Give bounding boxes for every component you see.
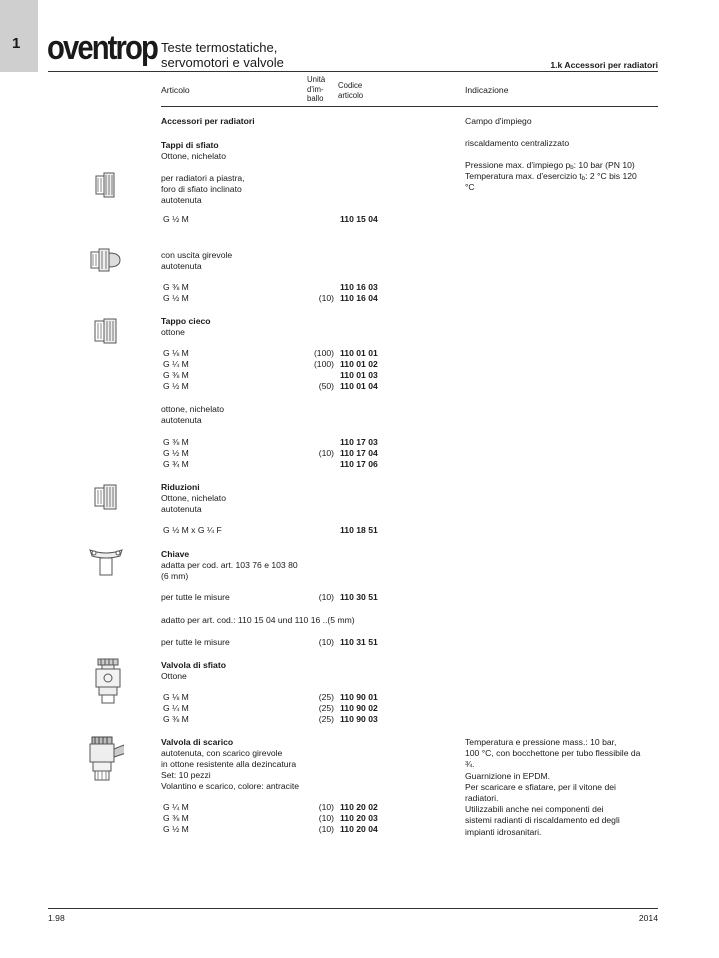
article-code: 110 17 04 (340, 448, 378, 458)
product-desc: adatto per art. cod.: 110 15 04 und 110 16 ..(5 mm) (161, 615, 355, 625)
packaging-unit: (10) (318, 293, 334, 303)
page-number: 1.98 (48, 913, 65, 923)
size: G ½ M (163, 293, 189, 303)
packaging-unit: (10) (318, 448, 334, 458)
product-desc: foro di sfiato inclinato (161, 184, 242, 194)
packaging-unit: (10) (318, 637, 334, 647)
packaging-unit: (100) (313, 359, 334, 369)
article-code: 110 20 04 (340, 824, 378, 834)
size: G ¼ M (163, 359, 189, 369)
tappo-cieco-icon (90, 316, 130, 346)
col-header-indicazione: Indicazione (465, 85, 509, 95)
size: G ⅜ M (163, 370, 189, 380)
product-variant: con uscita girevole (161, 250, 233, 260)
packaging-unit: (25) (318, 692, 334, 702)
packaging-unit: (10) (318, 802, 334, 812)
size: G ⅜ M (163, 813, 189, 823)
product-variant: autotenuta (161, 261, 202, 271)
article-code: 110 17 06 (340, 459, 378, 469)
product-material: ottone, nichelato (161, 404, 225, 414)
size: G ⅜ M (163, 282, 189, 292)
valvola-scarico-icon (84, 735, 124, 783)
ind-temperatura-unit: °C (465, 182, 475, 192)
product-name-tappo-cieco: Tappo cieco (161, 316, 211, 326)
size: G ½ M (163, 214, 189, 224)
packaging-unit: (10) (318, 824, 334, 834)
brand-logo: oventrop (47, 29, 157, 67)
packaging-unit: (50) (318, 381, 334, 391)
product-name-tappi: Tappi di sfiato (161, 140, 219, 150)
article-code: 110 30 51 (340, 592, 378, 602)
product-desc: Volantino e scarico, colore: antracite (161, 781, 300, 791)
size: G ⅜ M (163, 714, 189, 724)
chiave-icon (86, 546, 126, 578)
product-name-riduzioni: Riduzioni (161, 482, 200, 492)
article-code: 110 16 03 (340, 282, 378, 292)
size: G ½ M x G ¼ F (163, 525, 222, 535)
packaging-unit: (25) (318, 703, 334, 713)
size: G ⅛ M (163, 348, 189, 358)
article-code: 110 01 04 (340, 381, 378, 391)
header-rule (48, 71, 658, 72)
category-title: Accessori per radiatori (161, 116, 255, 126)
product-desc: Set: 10 pezzi (161, 770, 211, 780)
size: per tutte le misure (161, 592, 230, 602)
ind-temperatura: Temperatura max. d'esercizio $t_b$: 2 °C bis 120 (465, 171, 637, 182)
article-code: 110 90 02 (340, 703, 378, 713)
article-code: 110 90 01 (340, 692, 378, 702)
article-code: 110 15 04 (340, 214, 378, 224)
column-header-rule (161, 106, 658, 107)
product-name-chiave: Chiave (161, 549, 190, 559)
product-material: Ottone (161, 671, 187, 681)
packaging-unit: (100) (313, 348, 334, 358)
riduzione-icon (90, 482, 130, 512)
ind-campo: Campo d'impiego (465, 116, 532, 126)
size: G ⅜ M (163, 437, 189, 447)
product-material: ottone (161, 327, 185, 337)
size: G ¼ M (163, 802, 189, 812)
ind-pressione: Pressione max. d'impiego $p_b$: 10 bar (PN 10) (465, 160, 635, 171)
article-code: 110 18 51 (340, 525, 378, 535)
product-desc: in ottone resistente alla dezincatura (161, 759, 297, 769)
page-title: Teste termostatiche, servomotori e valvole (161, 40, 284, 70)
footer-rule (48, 908, 658, 909)
product-material: Ottone, nichelato (161, 493, 226, 503)
valvola-sfiato-icon (88, 657, 128, 707)
col-header-codice: Codice articolo (338, 81, 364, 100)
product-desc: autotenuta (161, 195, 202, 205)
size: G ½ M (163, 824, 189, 834)
product-name-valvola-scarico: Valvola di scarico (161, 737, 234, 747)
article-code: 110 31 51 (340, 637, 378, 647)
product-desc: per radiatori a piastra, (161, 173, 245, 183)
product-name-valvola-sfiato: Valvola di sfiato (161, 660, 226, 670)
size: G ⅛ M (163, 692, 189, 702)
article-code: 110 01 01 (340, 348, 378, 358)
ind-riscaldamento: riscaldamento centralizzato (465, 138, 570, 148)
packaging-unit: (10) (318, 813, 334, 823)
chapter-number: 1 (12, 35, 21, 52)
size: G ¼ M (163, 703, 189, 713)
size: per tutte le misure (161, 637, 230, 647)
tappo-sfiato-icon (90, 170, 130, 200)
section-title: 1.k Accessori per radiatori (550, 60, 658, 70)
product-desc: (6 mm) (161, 571, 189, 581)
tappo-girevole-icon (88, 246, 128, 276)
col-header-articolo: Articolo (161, 85, 190, 95)
article-code: 110 90 03 (340, 714, 378, 724)
year: 2014 (638, 913, 658, 923)
article-code: 110 17 03 (340, 437, 378, 447)
packaging-unit: (10) (318, 592, 334, 602)
product-desc: autotenuta, con scarico girevole (161, 748, 283, 758)
product-material: Ottone, nichelato (161, 151, 226, 161)
article-code: 110 01 03 (340, 370, 378, 380)
product-material: autotenuta (161, 504, 202, 514)
article-code: 110 01 02 (340, 359, 378, 369)
size: G ½ M (163, 448, 189, 458)
packaging-unit: (25) (318, 714, 334, 724)
product-material: autotenuta (161, 415, 202, 425)
article-code: 110 20 03 (340, 813, 378, 823)
size: G ¾ M (163, 459, 189, 469)
article-code: 110 20 02 (340, 802, 378, 812)
article-code: 110 16 04 (340, 293, 378, 303)
indicazione-block: Temperatura e pressione mass.: 10 bar, 100 °C, con bocchettone per tubo flessibile da ¾. Guarnizione in EPDM. Per scaricare e sfiatare, per il vitone dei radiatori. Utilizzabili anche nei componenti dei sistemi radianti di riscaldamento ed degli impianti idrosanitari. (465, 737, 641, 837)
col-header-unita: Unità d'im- ballo (307, 75, 326, 104)
size: G ½ M (163, 381, 189, 391)
product-desc: adatta per cod. art. 103 76 e 103 80 (161, 560, 298, 570)
